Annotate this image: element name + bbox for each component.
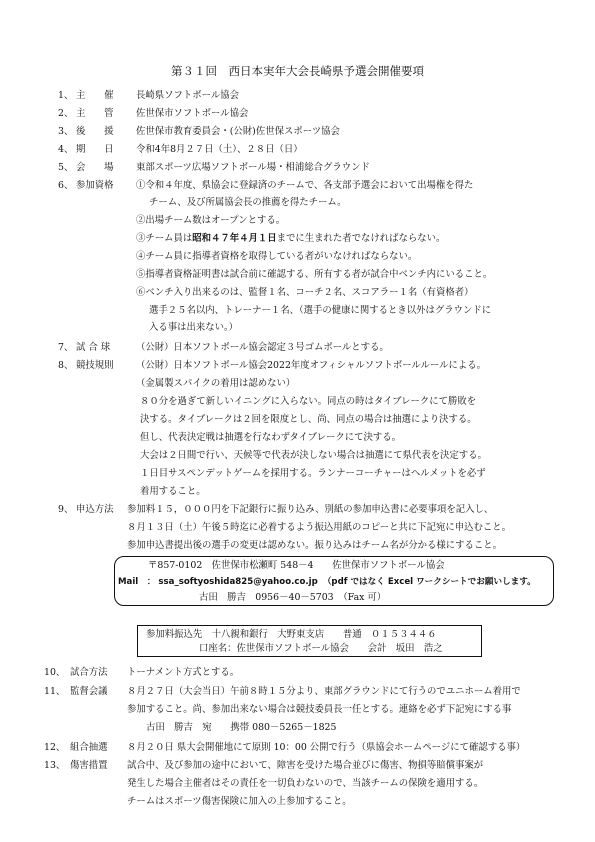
section-text: ②出場チーム数はオープンとする。 [136,215,286,226]
section-number: 9、 [58,504,74,515]
mail-label: Mail ： [118,577,156,587]
section-text: （公財）日本ソフトボール協会認定３号ゴムボールとする。 [136,342,389,353]
section-text: （公財）日本ソフトボール協会2022年度オフィシャルソフトボールルールによる。 [136,360,486,371]
mail-note: （pdf ではなく Excel ワークシートでお願いします。 [327,577,536,587]
section-text: 長崎県ソフトボール協会 [136,90,239,101]
contact-mail-line [118,576,536,588]
section-text: チームはスポーツ傷害保険に加入の上参加すること。 [127,796,352,807]
section-text: トーナメント方式とする。 [127,667,240,678]
section-number: 12、 [44,742,66,753]
section-header: 申込方法 [76,504,114,515]
section-text: 参加料１５，０００円を下記銀行に振り込み、別紙の参加申込書に必要事項を記入し、 [127,504,494,515]
section-text: 参加申込書提出後の選手の変更は認めない。振り込みはチーム名が分かる様にすること。 [127,540,503,551]
section-text: ８０分を過ぎて新しいイニングに入らない。同点の時はタイブレークにて勝敗を [140,396,477,407]
section-text: 但し、代表決定戦は抽選を行なわずタイブレークにて決する。 [140,432,402,443]
section-text: 令和4年8月２７日（土）、２８日（日） [136,144,303,155]
section-header: 後 援 [76,126,114,137]
contact-phone: 古田 勝吉 0956－40－5703 （Fax 可） [199,592,387,603]
section-header: 傷害措置 [70,760,108,771]
section-header: 組合抽選 [70,742,108,753]
section-number: 5、 [58,162,74,173]
section-number: 1、 [58,90,74,101]
section-header: 主 管 [76,108,114,119]
mail-address[interactable]: ssa_softyoshida825@yahoo.co.jp [158,577,318,587]
section-text: ④チーム員に指導者資格を取得している者がいなければならない。 [136,251,418,262]
bank-info: 参加料振込先 十八親和銀行 大野東支店 普通 ０１５３４４６ [146,629,437,640]
eligibility-prefix: ③チーム員は [136,233,193,244]
section-number: 4、 [58,144,74,155]
section-text: チーム、及び所属協会長の推薦を得たチーム。 [149,197,347,208]
section-text: 佐世保市ソフトボール協会 [136,108,249,119]
section-text: ８月１３日（土）午後５時迄に必着するよう振込用紙のコピーと共に下記宛に申込むこと。 [127,522,512,533]
section-text: 選手２５名以内、トレーナー１名、（選手の健康に関するとき以外はグラウンドに [149,305,492,316]
document-title: 第３１回 西日本実年大会長崎県予選会開催要項 [171,64,424,78]
section-text: 決する。タイブレークは２回を限度とし、尚、同点の場合は抽選により決する。 [140,414,477,425]
section-number: 3、 [58,126,74,137]
contact-address: 〒857-0102 佐世保市松瀬町 548－4 佐世保市ソフトボール協会 [148,560,445,571]
section-header: 試合方法 [70,667,108,678]
eligibility-birthdate: 昭和４７年４月１日 [192,233,277,244]
section-text: ８月２７日（大会当日）午前８時１５分より、東部グラウンドにて行うのでユニホーム着用で [127,686,521,697]
section-number: 6、 [58,180,74,191]
section-text: 大会は２日間で行い、天候等で代表が決しない場合は抽選にて県代表を決定する。 [140,450,487,461]
section-text: 試合中、及び参加の途中において、障害を受けた場合並びに傷害、物損等賠償事案が [127,760,484,771]
section-text: 古田 勝吉 宛 携帯 080－5265－1825 [146,722,337,733]
section-text: ①令和４年度、県協会に登録済のチームで、各支部予選会において出場権を得た [136,180,474,191]
section-text: 発生した場合主催者はその責任を一切負わないので、当該チームの保険を適用する。 [127,778,484,789]
section-header: 監督会議 [70,686,108,697]
section-number: 8、 [58,360,74,371]
section-number: 10、 [44,667,66,678]
section-header: 期 日 [76,144,114,155]
section-text: 佐世保市教育委員会・(公財)佐世保スポーツ協会 [136,126,340,137]
section-header: 参加資格 [76,180,114,191]
section-header: 試 合 球 [76,342,111,353]
section-header: 競技規則 [76,360,114,371]
bank-account-name: 口座名：佐世保市ソフトボール協会 会計 坂田 浩之 [199,643,443,654]
section-number: 7、 [58,342,74,353]
section-text: 入る事は出来ない。） [149,322,239,333]
section-text: ⑥ベンチ入り出来るのは、監督１名、コーチ２名、スコアラー１名（有資格者） [136,287,474,298]
section-text: ８月２０日 県大会開催地にて原則 10：00 公開で行う（県協会ホームページにて確認する事） [127,742,526,753]
section-number: 2、 [58,108,74,119]
section-header: 主 催 [76,90,114,101]
section-text: 着用すること。 [140,486,206,497]
section-number: 13、 [44,760,66,771]
section-text: １日目サスペンデットゲームを採用する。ランナーコーチャーはヘルメットを必ず [140,468,486,479]
section-text: 参加すること。尚、参加出来ない場合は競技委員長一任とする。連絡を必ず下記宛にする事 [127,704,512,715]
section-text: 東部スポーツ広場ソフトボール場・相浦総合グラウンド [136,162,370,173]
section-text [136,233,445,245]
section-text: （金属製スパイクの着用は認めない） [136,378,296,389]
section-number: 11、 [44,686,66,697]
eligibility-suffix: までに生まれた者でなければならない。 [276,233,446,244]
section-header: 会 場 [76,162,114,173]
section-text: ⑤指導者資格証明書は試合前に確認する、所有する者が試合中ベンチ内にいること。 [136,269,493,280]
